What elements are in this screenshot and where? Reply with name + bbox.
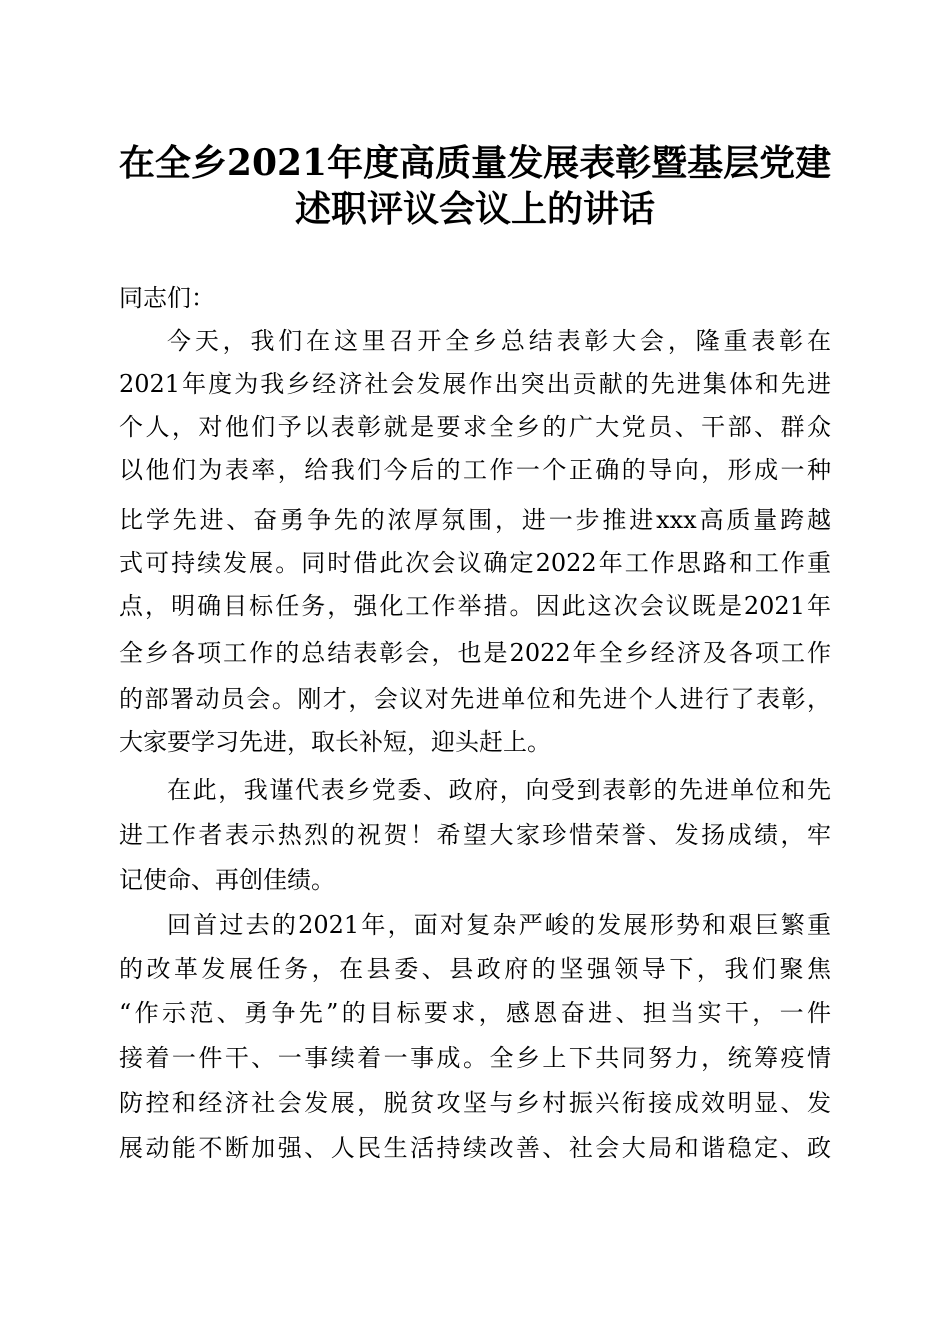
paragraph-line: 全乡各项工作的总结表彰会，也是2022年全乡经济及各项工作 — [119, 639, 831, 667]
paragraph-line: 比学先进、奋勇争先的浓厚氛围，进一步推进xxx高质量跨越 — [119, 506, 831, 534]
paragraph-line: 的改革发展任务，在县委、县政府的坚强领导下，我们聚焦 — [119, 955, 831, 983]
paragraph-line: 防控和经济社会发展，脱贫攻坚与乡村振兴衔接成效明显、发 — [119, 1089, 831, 1117]
paragraph-line: 个人，对他们予以表彰就是要求全乡的广大党员、干部、群众 — [119, 413, 831, 441]
document-title-line-2: 述职评议会议上的讲话 — [294, 188, 655, 230]
paragraph-line: “作示范、勇争先”的目标要求，感恩奋进、担当实干，一件 — [119, 999, 831, 1027]
paragraph-line: 展动能不断加强、人民生活持续改善、社会大局和谐稳定、政 — [119, 1134, 831, 1162]
paragraph-line: 接着一件干、一事续着一事成。全乡上下共同努力，统筹疫情 — [119, 1044, 831, 1072]
paragraph-line: 今天，我们在这里召开全乡总结表彰大会，隆重表彰在 — [167, 327, 831, 355]
paragraph-line: 回首过去的2021年，面对复杂严峻的发展形势和艰巨繁重 — [167, 911, 831, 939]
paragraph-line: 大家要学习先进，取长补短，迎头赶上。 — [119, 728, 551, 756]
paragraph-line: 点，明确目标任务，强化工作举措。因此这次会议既是2021年 — [119, 592, 831, 620]
paragraph-line: 记使命、再创佳绩。 — [119, 866, 335, 894]
paragraph-line: 在此，我谨代表乡党委、政府，向受到表彰的先进单位和先 — [167, 776, 831, 804]
paragraph-line: 式可持续发展。同时借此次会议确定2022年工作思路和工作重 — [119, 549, 831, 577]
salutation: 同志们： — [119, 284, 215, 312]
paragraph-line: 以他们为表率，给我们今后的工作一个正确的导向，形成一种 — [119, 456, 831, 484]
paragraph-line: 的部署动员会。刚才，会议对先进单位和先进个人进行了表彰， — [119, 685, 831, 713]
paragraph-line: 进工作者表示热烈的祝贺！希望大家珍惜荣誉、发扬成绩，牢 — [119, 821, 831, 849]
document-title-line-1: 在全乡2021年度高质量发展表彰暨基层党建 — [118, 142, 832, 184]
paragraph-line: 2021年度为我乡经济社会发展作出突出贡献的先进集体和先进 — [119, 370, 831, 398]
